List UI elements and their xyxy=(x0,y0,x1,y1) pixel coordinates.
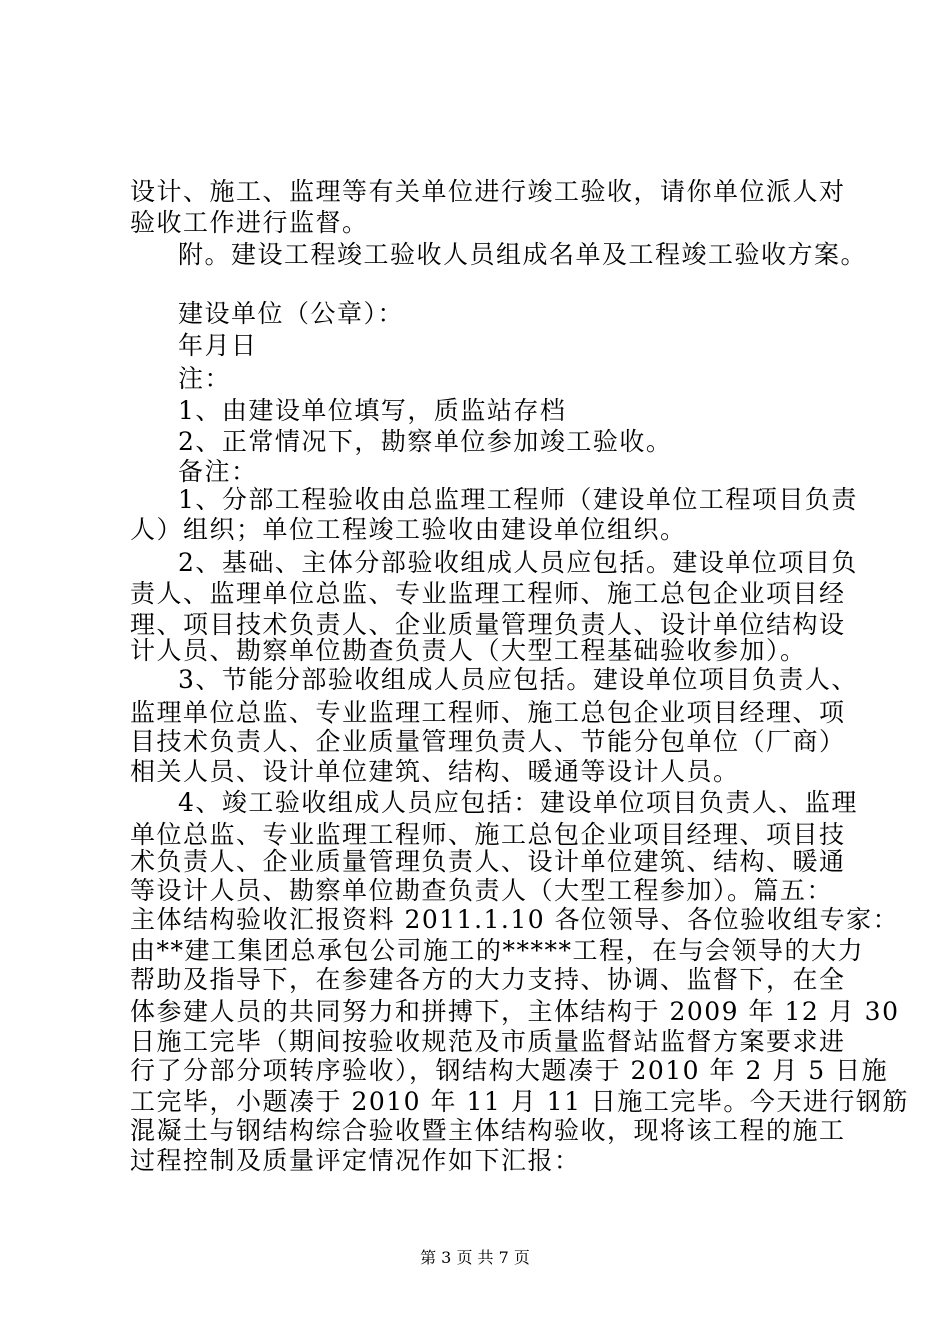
body-text-line: 混凝土与钢结构综合验收暨主体结构验收，现将该工程的施工 xyxy=(130,1116,846,1145)
note-heading: 注： xyxy=(178,364,232,393)
attachment-line: 附。建设工程竣工验收人员组成名单及工程竣工验收方案。 xyxy=(178,240,868,269)
note-item: 2、正常情况下，勘察单位参加竣工验收。 xyxy=(178,427,673,456)
body-text-line: 等设计人员、勘察单位勘查负责人（大型工程参加）。篇五： xyxy=(130,876,834,905)
body-text-line: 日施工完毕（期间按验收规范及市质量监督站监督方案要求进 xyxy=(130,1027,846,1056)
body-text-line: 计人员、勘察单位勘查负责人（大型工程基础验收参加）。 xyxy=(130,636,807,665)
body-text-line: 单位总监、专业监理工程师、施工总包企业项目经理、项目技 xyxy=(130,820,846,849)
body-text-line: 人）组织；单位工程竣工验收由建设单位组织。 xyxy=(130,515,687,544)
body-text-line: 由**建工集团总承包公司施工的*****工程，在与会领导的大力 xyxy=(130,936,865,965)
remark-item: 4、竣工验收组成人员应包括：建设单位项目负责人、监理 xyxy=(178,788,858,817)
body-text-line: 理、项目技术负责人、企业质量管理负责人、设计单位结构设 xyxy=(130,610,846,639)
remark-item: 1、分部工程验收由总监理工程师（建设单位工程项目负责 xyxy=(178,485,858,514)
seal-line: 建设单位（公章）： xyxy=(178,299,405,328)
body-text-line: 过程控制及质量评定情况作如下汇报： xyxy=(130,1146,581,1175)
date-line: 年月日 xyxy=(178,331,258,360)
body-text-line: 术负责人、企业质量管理负责人、设计单位建筑、结构、暖通 xyxy=(130,847,846,876)
remark-item: 2、基础、主体分部验收组成人员应包括。建设单位项目负 xyxy=(178,548,858,577)
body-text-line: 监理单位总监、专业监理工程师、施工总包企业项目经理、项 xyxy=(130,698,846,727)
note-item: 1、由建设单位填写，质监站存档 xyxy=(178,396,567,425)
remark-item: 3、节能分部验收组成人员应包括。建设单位项目负责人、 xyxy=(178,665,858,694)
body-text-line: 目技术负责人、企业质量管理负责人、节能分包单位（厂商） xyxy=(130,727,846,756)
remarks-heading: 备注： xyxy=(178,457,258,486)
body-text-line: 主体结构验收汇报资料 2011.1.10 各位领导、各位验收组专家： xyxy=(130,905,900,934)
body-text-line: 设计、施工、监理等有关单位进行竣工验收，请你单位派人对 xyxy=(130,177,846,206)
body-text-line: 工完毕，小题凑于 2010 年 11 月 11 日施工完毕。今天进行钢筋 xyxy=(130,1087,909,1116)
body-text-line: 体参建人员的共同努力和拼搏下，主体结构于 2009 年 12 月 30 xyxy=(130,997,900,1026)
page-number-footer: 第 3 页 共 7 页 xyxy=(420,1248,530,1267)
body-text-line: 帮助及指导下，在参建各方的大力支持、协调、监督下，在全 xyxy=(130,965,846,994)
body-text-line: 责人、监理单位总监、专业监理工程师、施工总包企业项目经 xyxy=(130,579,846,608)
body-text-line: 验收工作进行监督。 xyxy=(130,208,369,237)
body-text-line: 相关人员、设计单位建筑、结构、暖通等设计人员。 xyxy=(130,757,740,786)
body-text-line: 行了分部分项转序验收），钢结构大题凑于 2010 年 2 月 5 日施 xyxy=(130,1056,889,1085)
